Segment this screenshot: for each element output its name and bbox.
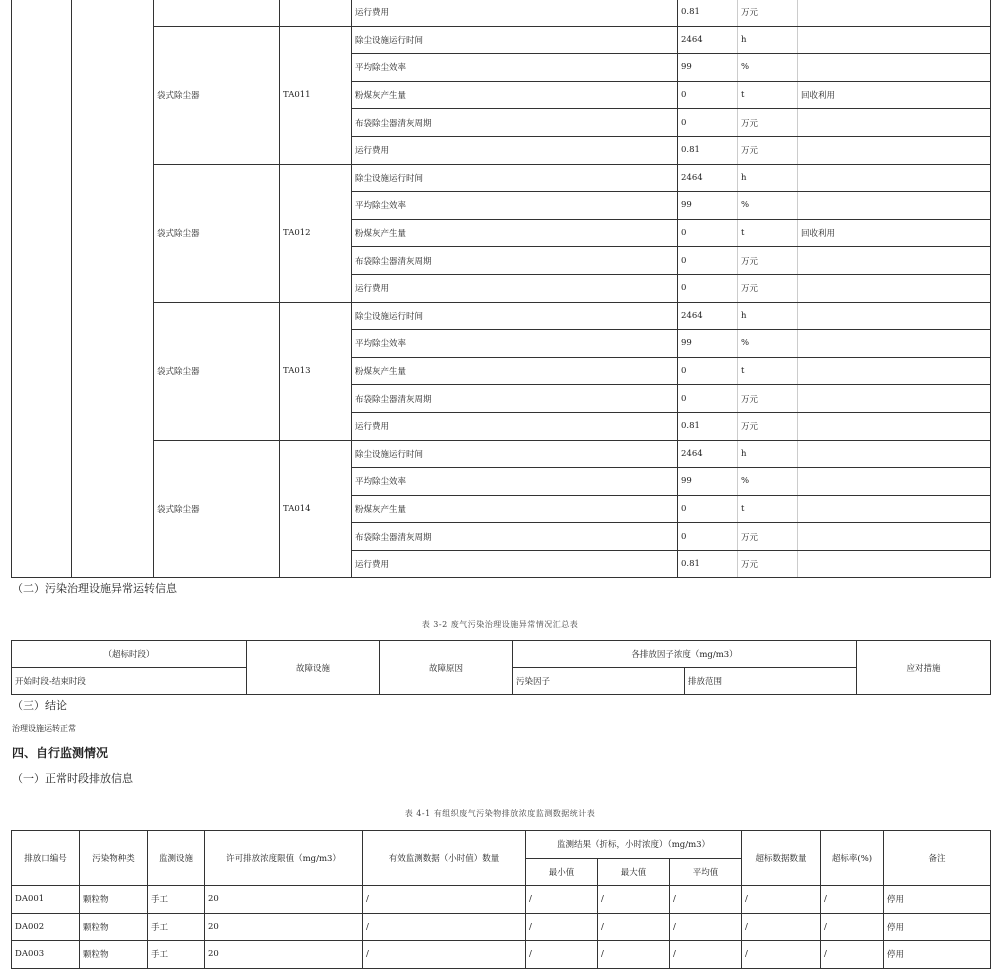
cell-unit: 万元 [738, 385, 798, 413]
th-outlet: 排放口编号 [12, 831, 80, 886]
cell-avg: / [670, 886, 742, 914]
cell-item: 粉煤灰产生量 [352, 357, 678, 385]
cell-value: 0.81 [678, 0, 738, 26]
cell-item: 粉煤灰产生量 [352, 219, 678, 247]
cell-value: 0 [678, 523, 738, 551]
cell-note [798, 109, 991, 137]
cell-note: 回收利用 [798, 81, 991, 109]
cell-note [798, 54, 991, 82]
cell-unit: 万元 [738, 550, 798, 578]
cell-unit: % [738, 54, 798, 82]
table-row [12, 0, 991, 26]
cell-unit: t [738, 495, 798, 523]
conclusion-text: 治理设施运转正常 [12, 724, 76, 733]
section-abnormal-title: （二）污染治理设施异常运转信息 [12, 582, 177, 595]
cell-unit: 万元 [738, 136, 798, 164]
cell-item: 平均除尘效率 [352, 54, 678, 82]
th-max: 最大值 [598, 858, 670, 886]
facility-code: TA014 [280, 440, 352, 578]
th-period-sub: 开始时段-结束时段 [12, 668, 247, 695]
cell-value: 2464 [678, 164, 738, 192]
cell-note [798, 550, 991, 578]
cell-unit: t [738, 81, 798, 109]
cell-min: / [526, 886, 598, 914]
cell-note [798, 302, 991, 330]
cell-facility: 手工 [148, 886, 205, 914]
facility-name: 袋式除尘器 [154, 440, 280, 578]
th-measures: 应对措施 [857, 641, 991, 695]
cell-exceed-count: / [742, 913, 821, 941]
cell-note [798, 468, 991, 496]
cell-note [798, 192, 991, 220]
cell-value: 0 [678, 385, 738, 413]
cell-facility: 手工 [148, 913, 205, 941]
th-factor: 污染因子 [513, 668, 685, 695]
cell-note [798, 412, 991, 440]
facility-name: 袋式除尘器 [154, 302, 280, 440]
th-avg: 平均值 [670, 858, 742, 886]
cell-note [798, 274, 991, 302]
cell-note [798, 164, 991, 192]
th-min: 最小值 [526, 858, 598, 886]
cell-value: 99 [678, 468, 738, 496]
cell-unit: h [738, 302, 798, 330]
section-conclusion-title: （三）结论 [12, 699, 67, 712]
facility-code: TA013 [280, 302, 352, 440]
cell-item: 运行费用 [352, 136, 678, 164]
cell-item: 平均除尘效率 [352, 468, 678, 496]
cell-unit: 万元 [738, 109, 798, 137]
cell-value: 0 [678, 274, 738, 302]
table3-caption: 表 4-1 有组织废气污染物排放浓度监测数据统计表 [404, 809, 596, 818]
cell-value: 99 [678, 192, 738, 220]
cell-unit: 万元 [738, 247, 798, 275]
cell-min: / [526, 913, 598, 941]
cell-note [798, 0, 991, 26]
merged-cell [72, 0, 154, 578]
cell-item: 布袋除尘器清灰周期 [352, 523, 678, 551]
cell-limit: 20 [205, 886, 363, 914]
cell-unit: % [738, 330, 798, 358]
code-cell [280, 0, 352, 26]
cell-note: 回收利用 [798, 219, 991, 247]
th-period: （超标时段） [12, 641, 247, 668]
cell-value: 2464 [678, 440, 738, 468]
cell-unit: % [738, 192, 798, 220]
th-exceed-rate: 超标率(%) [821, 831, 884, 886]
cell-value: 0 [678, 81, 738, 109]
cell-item: 粉煤灰产生量 [352, 495, 678, 523]
cell-valid: / [363, 941, 526, 969]
cell-exceed-rate: / [821, 941, 884, 969]
th-range: 排放范围 [685, 668, 857, 695]
cell-item: 平均除尘效率 [352, 330, 678, 358]
cell-item: 布袋除尘器清灰周期 [352, 247, 678, 275]
cell-value: 0 [678, 357, 738, 385]
table-row [12, 886, 991, 914]
cell-note [798, 26, 991, 54]
cell-item: 除尘设施运行时间 [352, 302, 678, 330]
facility-operation-table [11, 0, 991, 578]
table-row [12, 941, 991, 969]
cell-unit: 万元 [738, 412, 798, 440]
cell-note [798, 440, 991, 468]
cell-remark: 停用 [884, 941, 991, 969]
cell-unit: t [738, 357, 798, 385]
cell-valid: / [363, 886, 526, 914]
table-row [12, 440, 991, 468]
cell-unit: 万元 [738, 274, 798, 302]
cell-value: 0.81 [678, 550, 738, 578]
cell-note [798, 385, 991, 413]
cell-valid: / [363, 913, 526, 941]
facility-code: TA011 [280, 26, 352, 164]
cell-note [798, 330, 991, 358]
cell-value: 0 [678, 495, 738, 523]
cell-unit: h [738, 26, 798, 54]
cell-remark: 停用 [884, 913, 991, 941]
cell-note [798, 495, 991, 523]
cell-unit: % [738, 468, 798, 496]
cell-value: 0.81 [678, 136, 738, 164]
cell-item: 粉煤灰产生量 [352, 81, 678, 109]
cell-item: 运行费用 [352, 0, 678, 26]
table-row [12, 913, 991, 941]
abnormal-summary-table [11, 640, 991, 695]
cell-value: 99 [678, 54, 738, 82]
th-limit: 许可排放浓度限值（mg/m3） [205, 831, 363, 886]
cell-max: / [598, 886, 670, 914]
cell-note [798, 523, 991, 551]
cell-note [798, 357, 991, 385]
cell-exceed-rate: / [821, 886, 884, 914]
cell-min: / [526, 941, 598, 969]
cell-unit: h [738, 164, 798, 192]
cell-item: 运行费用 [352, 274, 678, 302]
cell-item: 运行费用 [352, 412, 678, 440]
section-normal-title: （一）正常时段排放信息 [12, 772, 133, 785]
cell-remark: 停用 [884, 886, 991, 914]
th-facility: 监测设施 [148, 831, 205, 886]
cell-value: 0.81 [678, 412, 738, 440]
facility-cell [154, 0, 280, 26]
cell-item: 运行费用 [352, 550, 678, 578]
cell-max: / [598, 941, 670, 969]
table-row [12, 26, 991, 54]
cell-note [798, 247, 991, 275]
cell-facility: 手工 [148, 941, 205, 969]
cell-item: 除尘设施运行时间 [352, 26, 678, 54]
cell-value: 0 [678, 109, 738, 137]
cell-avg: / [670, 913, 742, 941]
cell-item: 除尘设施运行时间 [352, 440, 678, 468]
heading-self-monitoring: 四、自行监测情况 [12, 746, 109, 760]
cell-limit: 20 [205, 941, 363, 969]
cell-max: / [598, 913, 670, 941]
cell-unit: 万元 [738, 523, 798, 551]
monitoring-stats-table [11, 830, 991, 969]
cell-pollutant: 颗粒物 [80, 941, 148, 969]
cell-exceed-rate: / [821, 913, 884, 941]
cell-value: 2464 [678, 302, 738, 330]
cell-outlet: DA001 [12, 886, 80, 914]
cell-value: 0 [678, 219, 738, 247]
cell-outlet: DA002 [12, 913, 80, 941]
cell-outlet: DA003 [12, 941, 80, 969]
cell-item: 布袋除尘器清灰周期 [352, 109, 678, 137]
th-fault-reason: 故障原因 [380, 641, 513, 695]
cell-note [798, 136, 991, 164]
th-remark: 备注 [884, 831, 991, 886]
th-concentration: 各排放因子浓度（mg/m3） [513, 641, 857, 668]
table-row [12, 164, 991, 192]
cell-unit: t [738, 219, 798, 247]
th-valid: 有效监测数据（小时值）数量 [363, 831, 526, 886]
cell-unit: 万元 [738, 0, 798, 26]
cell-item: 布袋除尘器清灰周期 [352, 385, 678, 413]
th-pollutant: 污染物种类 [80, 831, 148, 886]
facility-code: TA012 [280, 164, 352, 302]
cell-value: 0 [678, 247, 738, 275]
cell-pollutant: 颗粒物 [80, 913, 148, 941]
cell-avg: / [670, 941, 742, 969]
cell-value: 2464 [678, 26, 738, 54]
cell-value: 99 [678, 330, 738, 358]
th-result: 监测结果（折标，小时浓度）（mg/m3） [526, 831, 742, 859]
cell-pollutant: 颗粒物 [80, 886, 148, 914]
cell-limit: 20 [205, 913, 363, 941]
cell-exceed-count: / [742, 941, 821, 969]
cell-exceed-count: / [742, 886, 821, 914]
table2-caption: 表 3-2 废气污染治理设施异常情况汇总表 [421, 620, 579, 629]
cell-item: 平均除尘效率 [352, 192, 678, 220]
cell-item: 除尘设施运行时间 [352, 164, 678, 192]
table-row [12, 302, 991, 330]
facility-name: 袋式除尘器 [154, 164, 280, 302]
th-fault-facility: 故障设施 [247, 641, 380, 695]
facility-name: 袋式除尘器 [154, 26, 280, 164]
cell-unit: h [738, 440, 798, 468]
merged-cell [12, 0, 72, 578]
th-exceed-count: 超标数据数量 [742, 831, 821, 886]
